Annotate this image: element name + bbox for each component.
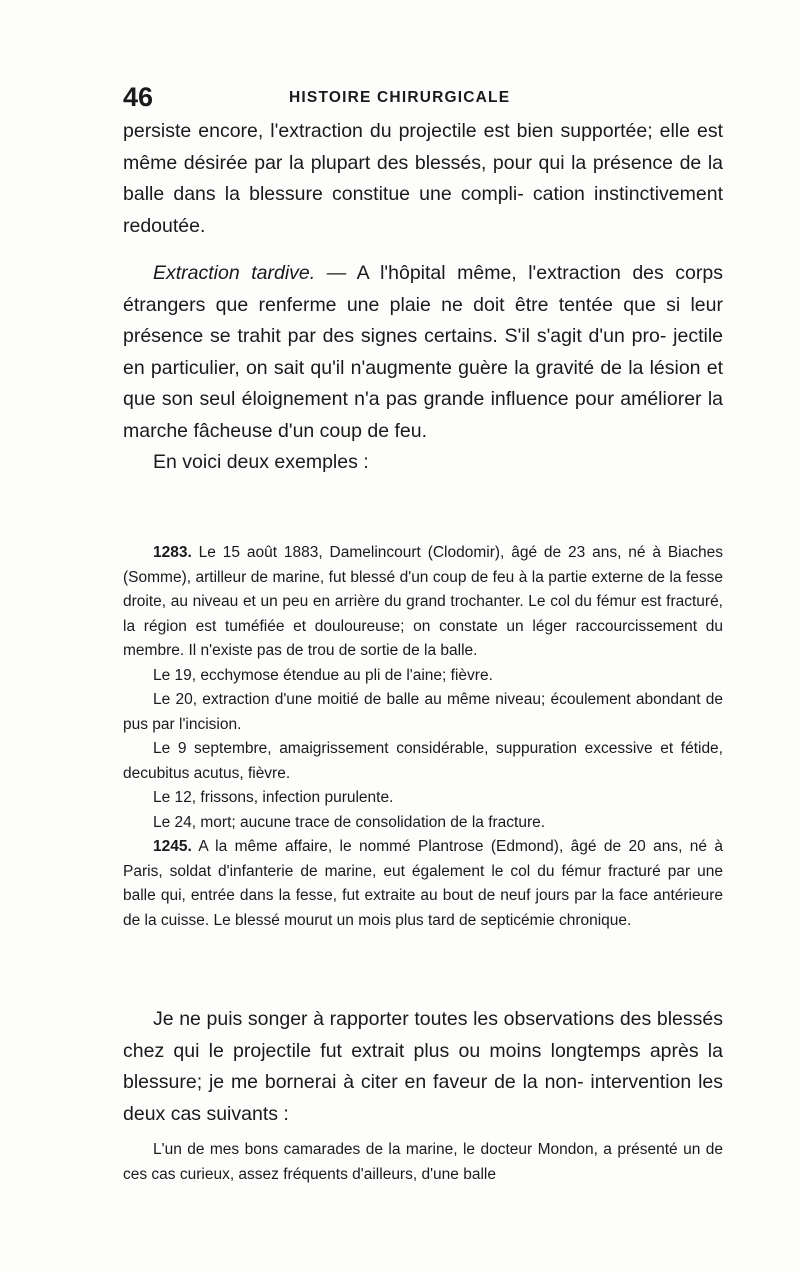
- case-1283-intro: [123, 541, 723, 664]
- case-1283-day-12: Le 12, frissons, infection purulente.: [153, 789, 394, 806]
- case-1283-day-20: Le 20, extraction d'une moitié de balle au même niveau; écoulement abondant de pus par l'incision.: [123, 691, 723, 733]
- case-1245: [123, 835, 723, 933]
- paragraph-continuation: persiste encore, l'extraction du projectile est bien supportée; elle est même désirée par la plupart des blessés, pour qui la présence de la balle dans la blessure constitue une compli- cation instinctivement redoutée.: [123, 120, 723, 237]
- page-header: [123, 82, 723, 112]
- case-1283-day-19: Le 19, ecchymose étendue au pli de l'aine; fièvre.: [153, 666, 493, 684]
- section-heading: Extraction tardive.: [153, 262, 316, 284]
- running-head: HISTOIRE CHIRURGICALE: [289, 89, 511, 106]
- case-1283-sept-9: Le 9 septembre, amaigrissement considérable, suppuration excessive et fétide, decubitus acutus, fièvre.: [123, 740, 723, 782]
- case-text: A la même affaire, le nommé Plantrose (Edmond), âgé de 20 ans, né à Paris, soldat d'infanterie de marine, eut également le col du fémur fracturé par une balle qui, entrée dans la fesse, fut extraite au bout de neuf jours par la face antérieure de la cuisse. Le blessé mourut un mois plus tard de septicémie chronique.: [123, 838, 723, 929]
- case-1283: [123, 541, 723, 933]
- paragraph-extraction-tardive: [123, 258, 723, 479]
- paragraph-mondon: L'un de mes bons camarades de la marine, le docteur Mondon, a présenté un de ces cas curieux, assez fréquents d'ailleurs, d'une balle: [123, 1141, 723, 1183]
- page-number: 46: [123, 82, 154, 112]
- paragraph-examples-intro: En voici deux exemples :: [153, 451, 369, 473]
- case-number: 1245.: [153, 838, 192, 855]
- case-1283-day-24: Le 24, mort; aucune trace de consolidation de la fracture.: [153, 813, 546, 831]
- paragraph-body: — A l'hôpital même, l'extraction des corps étrangers que renferme une plaie ne doit être tentée que si leur présence se trahit par des signes certains. S'il s'agit d'un pro- jectile en particulier, on sait qu'il n'augmente guère la gravité de la lésion et que son seul éloignement n'a pas grande influence pour améliorer la marche fâcheuse d'un coup de feu.: [123, 262, 723, 442]
- paragraph-non-intervention: Je ne puis songer à rapporter toutes les observations des blessés chez qui le projectile fut extrait plus ou moins longtemps après la blessure; je me bornerai à citer en faveur de la non- intervention les deux cas suivants :: [123, 1008, 723, 1125]
- case-text: Le 15 août 1883, Damelincourt (Clodomir), âgé de 23 ans, né à Biaches (Somme), artilleur de marine, fut blessé d'un coup de feu à la partie externe de la fesse droite, au niveau et un peu en arrière du grand trochanter. Le col du fémur est fracturé, la région est tuméfiée et douloureuse; on constate un léger raccourcissement du membre. Il n'existe pas de trou de sortie de la balle.: [123, 544, 723, 659]
- case-number: 1283.: [153, 544, 192, 561]
